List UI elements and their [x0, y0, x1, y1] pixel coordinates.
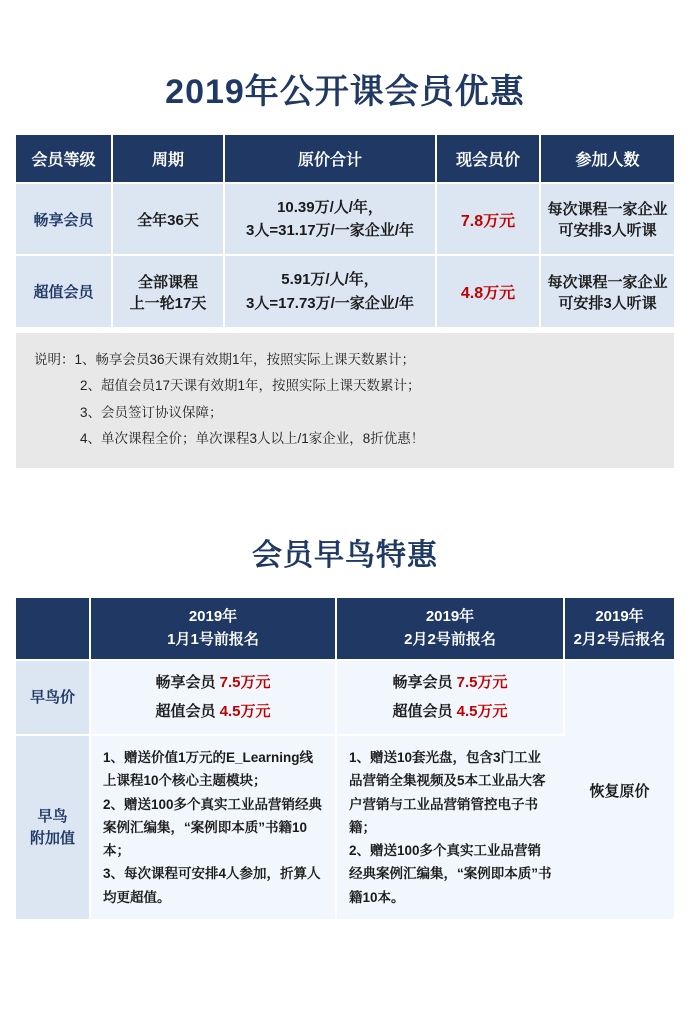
cell-member-price-vip: 7.8万元: [436, 183, 540, 255]
price-feb-vip-value: 7.5万元: [456, 674, 508, 692]
period-line-2: 上一轮17天: [129, 294, 207, 312]
cell-period-value: [112, 255, 224, 327]
table-row: [16, 255, 674, 327]
section-title-early-bird: 会员早鸟特惠: [252, 539, 438, 573]
cell-attendees-value: [540, 255, 674, 327]
price-jan-line-1: [101, 669, 325, 698]
table-row: [16, 183, 674, 255]
attendees-line-2: 可安排3人听课: [558, 294, 657, 312]
col-header-attendees: 参加人数: [540, 135, 674, 183]
cell-member-price-value: 4.8万元: [436, 255, 540, 327]
col-header-period: 周期: [112, 135, 224, 183]
note-line-3: 3、会员签订协议保障；: [80, 404, 223, 420]
cell-period-vip: 全年36天: [112, 183, 224, 255]
original-price-line-1: 5.91万/人/年，: [281, 271, 379, 289]
cell-price-jan: [90, 660, 336, 735]
price-feb-value-label: 超值会员: [392, 702, 453, 720]
price-jan-value-value: 4.5万元: [219, 702, 271, 720]
after-feb-line-2: 2月2号后报名: [573, 630, 666, 648]
cell-level-vip: 畅享会员: [16, 183, 112, 255]
notes-block: [16, 333, 674, 468]
bonus-label-line-2: 附加值: [29, 829, 75, 847]
note-line-2: 2、超值会员17天课有效期1年，按照实际上课天数累计；: [80, 378, 421, 394]
price-jan-vip-label: 畅享会员: [155, 674, 216, 692]
bonus-jan-item-3: 3、每次课程可安排4人参加，折算人均更超值。: [103, 866, 321, 905]
col-header-member-price: 现会员价: [436, 135, 540, 183]
attendees-line-1: 每次课程一家企业: [547, 201, 668, 218]
price-feb-line-2: [347, 698, 553, 727]
deadline-jan-line-1: 2019年: [188, 608, 238, 626]
cell-bonus-feb: [336, 735, 564, 919]
price-feb-line-1: [347, 669, 553, 698]
price-jan-value-label: 超值会员: [155, 702, 216, 720]
price-jan-line-2: [101, 698, 325, 727]
rowhead-early-bird-price: 早鸟价: [16, 660, 90, 735]
original-price-line-2: 3人=31.17万/一家企业/年: [246, 222, 414, 239]
early-bird-table: [16, 598, 674, 919]
cell-bonus-jan: [90, 735, 336, 919]
deadline-feb-line-1: 2019年: [425, 608, 475, 626]
cell-original-price-value: [224, 255, 436, 327]
after-feb-line-1: 2019年: [595, 608, 644, 626]
table-row-early-bird-price: [16, 660, 674, 735]
col-header-original-price: 原价合计: [224, 135, 436, 183]
page-root: [0, 64, 690, 1021]
col-header-deadline-jan: [90, 598, 336, 660]
period-line-1: 全部课程: [137, 273, 198, 291]
col-header-level: 会员等级: [16, 135, 112, 183]
price-jan-vip-value: 7.5万元: [219, 674, 271, 692]
cell-restore-original-price: 恢复原价: [564, 660, 674, 919]
table-header-row: [16, 135, 674, 183]
col-header-after-feb: [564, 598, 674, 660]
table-header-row: [16, 598, 674, 660]
bonus-jan-item-1: 1、赠送价值1万元的E_Learning线上课程10个核心主题模块；: [103, 750, 314, 789]
deadline-jan-line-2: 1月1号前报名: [167, 630, 259, 648]
cell-level-value: 超值会员: [16, 255, 112, 327]
bonus-feb-item-1: 1、赠送10套光盘，包含3门工业品营销全集视频及5本工业品大客户营销与工业品营销管控电子书籍；: [349, 750, 546, 835]
cell-price-feb: [336, 660, 564, 735]
membership-price-table: [16, 135, 674, 327]
price-feb-vip-label: 畅享会员: [392, 674, 453, 692]
col-header-blank: [16, 598, 90, 660]
col-header-deadline-feb: [336, 598, 564, 660]
price-feb-value-value: 4.5万元: [456, 702, 508, 720]
cell-original-price-vip: [224, 183, 436, 255]
page-title-membership-offer: 2019年公开课会员优惠: [165, 73, 525, 111]
attendees-line-2: 可安排3人听课: [558, 222, 657, 239]
deadline-feb-line-2: 2月2号前报名: [404, 630, 496, 648]
bonus-feb-item-2: 2、赠送100多个真实工业品营销经典案例汇编集，“案例即本质”书籍10本。: [349, 843, 552, 905]
bonus-jan-item-2: 2、赠送100多个真实工业品营销经典案例汇编集，“案例即本质”书籍10本；: [103, 796, 323, 859]
attendees-line-1: 每次课程一家企业: [547, 273, 668, 291]
rowhead-early-bird-bonus: [16, 735, 90, 919]
bonus-label-line-1: 早鸟: [37, 807, 68, 825]
note-line-4: 4、单次课程全价；单次课程3人以上/1家企业，8折优惠！: [80, 430, 425, 446]
original-price-line-2: 3人=17.73万/一家企业/年: [246, 294, 414, 312]
original-price-line-1: 10.39万/人/年，: [277, 198, 383, 216]
note-line-1: 说明：1、畅享会员36天课有效期1年，按照实际上课天数累计；: [34, 352, 416, 367]
cell-attendees-vip: [540, 183, 674, 255]
